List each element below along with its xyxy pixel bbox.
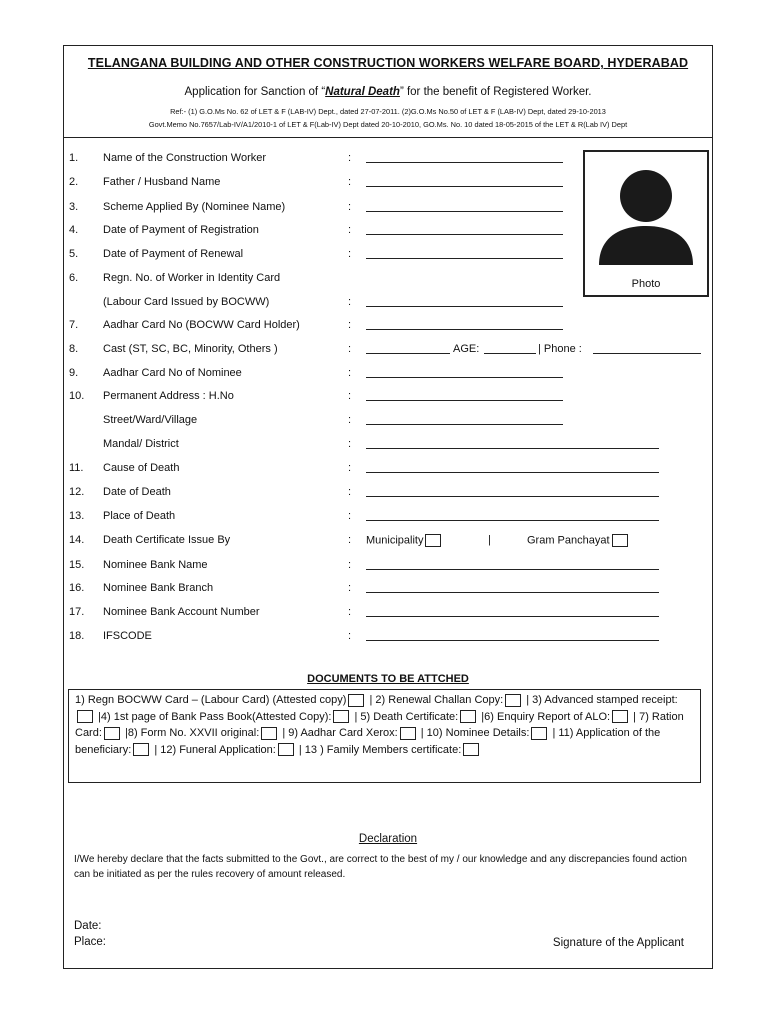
field-label: IFSCODE: [103, 630, 152, 642]
board-title: TELANGANA BUILDING AND OTHER CONSTRUCTION WORKERS WELFARE BOARD, HYDERABAD: [87, 56, 689, 70]
field-row: [64, 630, 704, 648]
reference-line-1: Ref:- (1) G.O.Ms No. 62 of LET & F (LAB-IV) Dept., dated 27-07-2011. (2)G.O.Ms No.50 of LET & F (LAB-IV) Dept, dated 29-10-2013: [170, 107, 606, 116]
field-number: 7.: [69, 319, 79, 331]
field-row: [64, 510, 704, 528]
document-checkbox[interactable]: [400, 727, 416, 740]
field-colon: :: [348, 152, 352, 164]
field-number: 8.: [69, 343, 79, 355]
field-input-line[interactable]: [366, 628, 659, 641]
field-colon: :: [348, 201, 352, 213]
field-input-line[interactable]: [366, 580, 659, 593]
field-input-line[interactable]: [366, 174, 563, 187]
field-input-line[interactable]: [366, 222, 563, 235]
field-input-line[interactable]: [366, 460, 659, 473]
field-row: [64, 414, 704, 432]
field-colon: :: [348, 559, 352, 571]
field-row: [64, 367, 704, 385]
field-number: 10.: [69, 390, 85, 402]
field-input-line[interactable]: [366, 246, 563, 259]
field-row: [64, 152, 704, 170]
document-item-label: | 13 ) Family Members certificate:: [298, 743, 462, 756]
field-colon: :: [348, 176, 352, 188]
field-colon: :: [348, 510, 352, 522]
age-input-line[interactable]: [484, 341, 536, 354]
municipality-checkbox[interactable]: [425, 534, 441, 547]
document-item-label: |8) Form No. XXVII original:: [124, 727, 260, 739]
document-checkbox[interactable]: [460, 710, 476, 723]
field-row: [64, 390, 704, 408]
field-row: [64, 462, 704, 480]
field-input-line[interactable]: [366, 294, 563, 307]
field-row: [64, 343, 704, 361]
field-colon: :: [348, 630, 352, 642]
subtitle-emphasis: Natural Death: [325, 86, 400, 98]
documents-box: [68, 689, 701, 783]
application-form: [63, 45, 713, 969]
date-label: Date:: [74, 920, 102, 932]
field-label: Place of Death: [103, 510, 176, 522]
declaration-title: Declaration: [358, 833, 418, 845]
field-row: [64, 224, 704, 242]
field-number: 1.: [69, 152, 79, 164]
field-input-line[interactable]: [366, 557, 659, 570]
field-number: 11.: [69, 462, 84, 474]
field-row: [64, 486, 704, 504]
field-colon: :: [348, 296, 352, 308]
field-input-line[interactable]: [366, 484, 659, 497]
field-colon: :: [348, 582, 352, 594]
form-subtitle: [64, 86, 712, 98]
field-label: Street/Ward/Village: [103, 414, 198, 426]
field-row: [64, 559, 704, 577]
municipality-option[interactable]: [366, 534, 443, 547]
header-divider: [64, 137, 712, 138]
field-colon: :: [348, 390, 352, 402]
field-colon: :: [348, 606, 352, 618]
field-row: [64, 296, 704, 314]
field-number: 3.: [69, 201, 79, 213]
field-label: Mandal/ District: [103, 438, 179, 450]
field-label: Death Certificate Issue By: [103, 534, 231, 546]
field-input-line[interactable]: [366, 150, 563, 163]
field-input-line[interactable]: [366, 317, 563, 330]
document-item[interactable]: [282, 727, 417, 739]
document-checkbox[interactable]: [612, 710, 628, 723]
field-colon: :: [348, 462, 352, 474]
field-label: Name of the Construction Worker: [103, 152, 267, 164]
field-number: 12.: [69, 486, 85, 498]
document-item[interactable]: [481, 711, 630, 723]
document-item-label: |6) Enquiry Report of ALO:: [481, 710, 611, 723]
document-item-label: | 7) Ration Card:: [75, 710, 684, 739]
field-colon: :: [348, 414, 352, 426]
document-item-label: | 5) Death Certificate:: [354, 710, 459, 723]
field-label: Scheme Applied By (Nominee Name): [103, 201, 286, 213]
signature-label: Signature of the Applicant: [552, 937, 684, 949]
document-item[interactable]: [421, 727, 550, 739]
phone-input-line[interactable]: [593, 341, 701, 354]
field-number: 13.: [69, 510, 85, 522]
field-number: 16.: [69, 582, 85, 594]
field-label: Cast (ST, SC, BC, Minority, Others ): [103, 343, 278, 355]
field-number: 15.: [69, 559, 85, 571]
field-number: 14.: [69, 534, 85, 546]
document-checkbox[interactable]: [348, 694, 364, 707]
field-number: 4.: [69, 224, 79, 236]
document-checkbox[interactable]: [505, 694, 521, 707]
field-label: Date of Payment of Renewal: [103, 248, 244, 260]
document-item-label: | 11) Application of the beneficiary:: [75, 727, 661, 756]
field-row: [64, 319, 704, 337]
reference-line-2: Govt.Memo No.7657/Lab-IV/A1/2010-1 of LET & F(Lab-IV) Dept dated 20-10-2010, GO.Ms. No. 10 dated 18-05-2015 of the LET & R(Lab IV) Dept: [148, 120, 628, 129]
document-item-label: | 3) Advanced stamped receipt:: [526, 694, 678, 706]
field-number: 2.: [69, 176, 79, 188]
document-item[interactable]: [98, 711, 351, 723]
field-row: [64, 272, 704, 290]
field-row: [64, 534, 704, 552]
document-item-label: | 12) Funeral Application:: [154, 743, 276, 756]
field-label: Cause of Death: [103, 462, 180, 474]
phone-label: | Phone :: [538, 343, 582, 355]
field-input-line[interactable]: [366, 412, 563, 425]
field-number: 5.: [69, 248, 79, 260]
document-checkbox[interactable]: [133, 743, 149, 756]
field-label: Nominee Bank Name: [103, 559, 208, 571]
field-label: Aadhar Card No of Nominee: [103, 367, 242, 379]
document-item[interactable]: [355, 711, 479, 723]
field-input-line[interactable]: [366, 508, 659, 521]
documents-title: DOCUMENTS TO BE ATTCHED: [307, 673, 469, 685]
field-number: 9.: [69, 367, 79, 379]
field-row: [64, 438, 704, 456]
document-checkbox[interactable]: [333, 710, 349, 723]
municipality-label: Municipality: [366, 534, 424, 547]
field-input-line[interactable]: [366, 436, 659, 449]
field-row: [64, 582, 704, 600]
subtitle-post: ” for the benefit of Registered Worker.: [399, 86, 592, 98]
field-colon: :: [348, 319, 352, 331]
document-item-label: |4) 1st page of Bank Pass Book(Attested Copy):: [98, 710, 332, 723]
field-number: 17.: [69, 606, 85, 618]
document-item-label: 1) Regn BOCWW Card – (Labour Card) (Attested copy): [75, 694, 347, 706]
document-item-label: | 10) Nominee Details:: [420, 727, 530, 739]
field-colon: :: [348, 486, 352, 498]
document-checkbox[interactable]: [463, 743, 479, 756]
field-number: 18.: [69, 630, 85, 642]
field-colon: :: [348, 248, 352, 260]
subtitle-pre: Application for Sanction of “: [184, 86, 326, 98]
field-label: Date of Death: [103, 486, 171, 498]
field-input-line[interactable]: [366, 604, 659, 617]
document-checkbox[interactable]: [77, 710, 93, 723]
field-label: Nominee Bank Branch: [103, 582, 214, 594]
document-item[interactable]: [125, 727, 279, 739]
field-input-line[interactable]: [366, 199, 563, 212]
gram-panchayat-label: Gram Panchayat: [527, 534, 610, 547]
field-label: Permanent Address : H.No: [103, 390, 234, 402]
gram-panchayat-checkbox[interactable]: [612, 534, 628, 547]
document-checkbox[interactable]: [104, 727, 120, 740]
field-input-line[interactable]: [366, 365, 563, 378]
age-label: AGE:: [453, 343, 480, 355]
field-colon: :: [348, 367, 352, 379]
place-label: Place:: [74, 936, 106, 948]
field-label: Nominee Bank Account Number: [103, 606, 260, 618]
field-colon: :: [348, 224, 352, 236]
document-item[interactable]: [154, 744, 295, 756]
field-label: Date of Payment of Registration: [103, 224, 259, 236]
field-label: Regn. No. of Worker in Identity Card: [103, 272, 281, 284]
document-checkbox[interactable]: [531, 727, 547, 740]
document-item-label: | 2) Renewal Challan Copy:: [369, 694, 504, 706]
document-item[interactable]: [75, 694, 366, 706]
declaration-text: I/We hereby declare that the facts submitted to the Govt., are correct to the best of my / our knowledge and any discrepancies found action can be initiated as per the rules recovery of amount released.: [74, 854, 687, 880]
document-item[interactable]: [299, 744, 481, 756]
document-item-label: | 9) Aadhar Card Xerox:: [282, 727, 398, 739]
field-label: Aadhar Card No (BOCWW Card Holder): [103, 319, 300, 331]
cast-input-line[interactable]: [366, 341, 450, 354]
photo-label: Photo: [631, 278, 661, 290]
field-number: 6.: [69, 272, 79, 284]
field-row: [64, 606, 704, 624]
field-colon: :: [348, 438, 352, 450]
field-row: [64, 248, 704, 266]
document-checkbox[interactable]: [278, 743, 294, 756]
option-separator: |: [488, 534, 491, 546]
field-row: [64, 176, 704, 194]
field-label: (Labour Card Issued by BOCWW): [103, 296, 270, 308]
field-colon: :: [348, 534, 352, 546]
field-input-line[interactable]: [366, 388, 563, 401]
field-row: [64, 201, 704, 219]
document-checkbox[interactable]: [261, 727, 277, 740]
field-colon: :: [348, 343, 352, 355]
field-label: Father / Husband Name: [103, 176, 221, 188]
gram-panchayat-option[interactable]: [527, 534, 630, 547]
document-item[interactable]: [370, 694, 524, 706]
